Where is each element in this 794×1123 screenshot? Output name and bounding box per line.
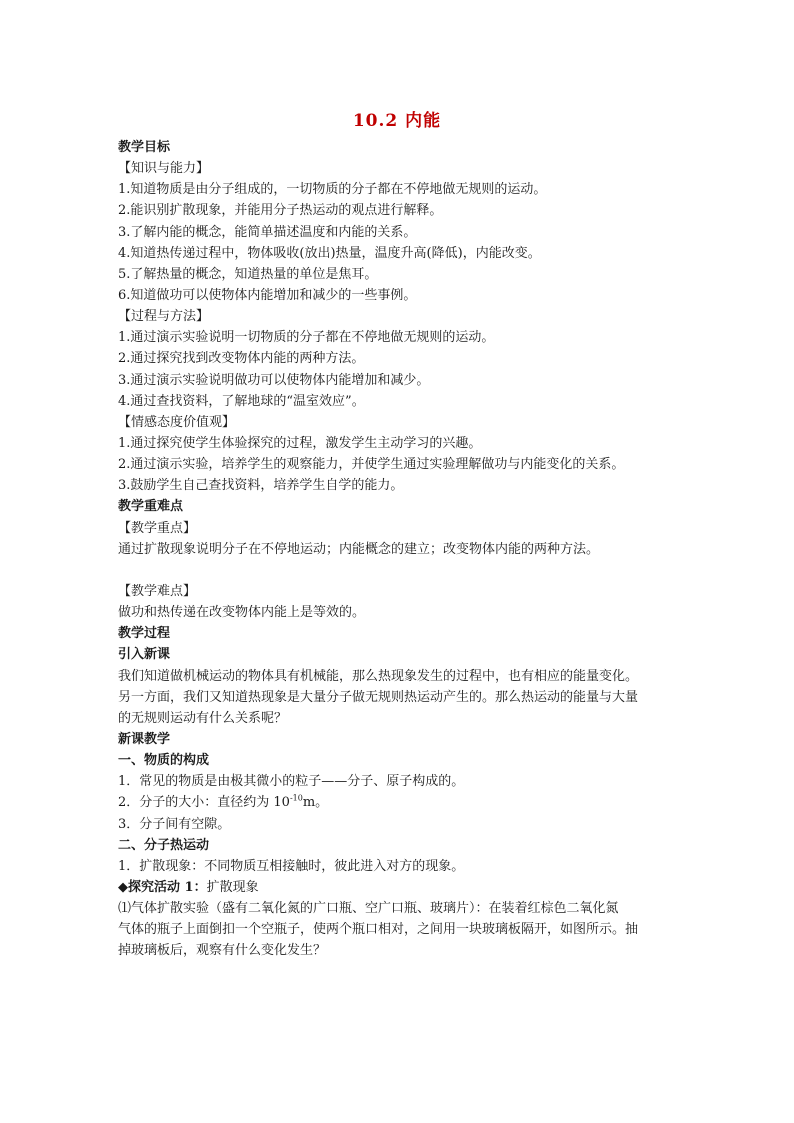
experiment-line: 气体的瓶子上面倒扣一个空瓶子，使两个瓶口相对，之间用一块玻璃板隔开，如图所示。抽 <box>118 922 639 938</box>
attitude-item: 3.鼓励学生自己查找资料，培养学生自学的能力。 <box>118 478 404 494</box>
knowledge-item: 5.了解热量的概念，知道热量的单位是焦耳。 <box>118 266 378 282</box>
activity-line <box>118 877 688 898</box>
experiment-line: ⑴气体扩散实验（盛有二氧化氮的广口瓶、空广口瓶、玻璃片）：在装着红棕色二氧化氮 <box>118 901 619 917</box>
knowledge-item: 4.知道热传递过程中，物体吸收(放出)热量，温度升高(降低)，内能改变。 <box>118 245 541 261</box>
process-method-item: 4.通过查找资料，了解地球的“温室效应”。 <box>118 393 365 409</box>
attitude-heading: 【情感态度价值观】 <box>118 414 236 430</box>
document-body <box>118 137 688 961</box>
intro-line: 我们知道做机械运动的物体具有机械能，那么热现象发生的过程中，也有相应的能量变化。 <box>118 668 639 684</box>
difficult-points-text: 做功和热传递在改变物体内能上是等效的。 <box>118 605 366 621</box>
knowledge-item: 2.能识别扩散现象，并能用分子热运动的观点进行解释。 <box>118 203 443 219</box>
knowledge-item: 6.知道做功可以使物体内能增加和减少的一些事例。 <box>118 287 417 303</box>
process-method-item: 3.通过演示实验说明做功可以使物体内能增加和减少。 <box>118 372 430 388</box>
difficult-points-heading: 【教学难点】 <box>118 583 197 599</box>
section1-heading: 一、物质的构成 <box>118 753 210 769</box>
knowledge-item: 1.知道物质是由分子组成的，一切物质的分子都在不停地做无规则的运动。 <box>118 182 547 198</box>
activity-label: ◆探究活动 1： <box>118 879 207 895</box>
process-method-heading: 【过程与方法】 <box>118 309 210 325</box>
section2-heading: 二、分子热运动 <box>118 837 210 853</box>
new-lesson-heading: 新课教学 <box>118 731 171 747</box>
spacer <box>118 560 688 581</box>
process-method-item: 1.通过演示实验说明一切物质的分子都在不停地做无规则的运动。 <box>118 330 495 346</box>
document-title: 10.2 内能 <box>352 111 442 131</box>
process-method-item: 2.通过探究找到改变物体内能的两种方法。 <box>118 351 365 367</box>
size-prefix: 2．分子的大小：直径约为 10 <box>118 795 290 811</box>
key-points-heading: 【教学重点】 <box>118 520 197 536</box>
attitude-item: 2.通过演示实验，培养学生的观察能力，并使学生通过实验理解做功与内能变化的关系。 <box>118 457 625 473</box>
knowledge-heading: 【知识与能力】 <box>118 161 210 177</box>
goals-heading: 教学目标 <box>118 140 171 155</box>
key-difficult-heading: 教学重难点 <box>118 499 184 515</box>
intro-heading: 引入新课 <box>118 647 171 663</box>
section1-item: 3．分子间有空隙。 <box>118 816 231 832</box>
size-suffix: m。 <box>302 795 329 811</box>
knowledge-item: 3.了解内能的概念，能简单描述温度和内能的关系。 <box>118 224 417 240</box>
section1-item-size <box>118 792 688 813</box>
attitude-item: 1.通过探究使学生体验探究的过程，激发学生主动学习的兴趣。 <box>118 435 482 451</box>
teaching-process-heading: 教学过程 <box>118 626 171 642</box>
section1-item: 1．常见的物质是由极其微小的粒子——分子、原子构成的。 <box>118 774 465 790</box>
activity-title: 扩散现象 <box>206 879 259 895</box>
key-points-text: 通过扩散现象说明分子在不停地运动；内能概念的建立；改变物体内能的两种方法。 <box>118 541 600 557</box>
experiment-line: 掉玻璃板后，观察有什么变化发生？ <box>118 943 327 959</box>
intro-line: 的无规则运动有什么关系呢？ <box>118 710 288 726</box>
section2-item: 1．扩散现象：不同物质互相接触时，彼此进入对方的现象。 <box>118 858 465 874</box>
size-exponent: -10 <box>289 794 303 804</box>
intro-line: 另一方面，我们又知道热现象是大量分子做无规则热运动产生的。那么热运动的能量与大量 <box>118 689 639 705</box>
